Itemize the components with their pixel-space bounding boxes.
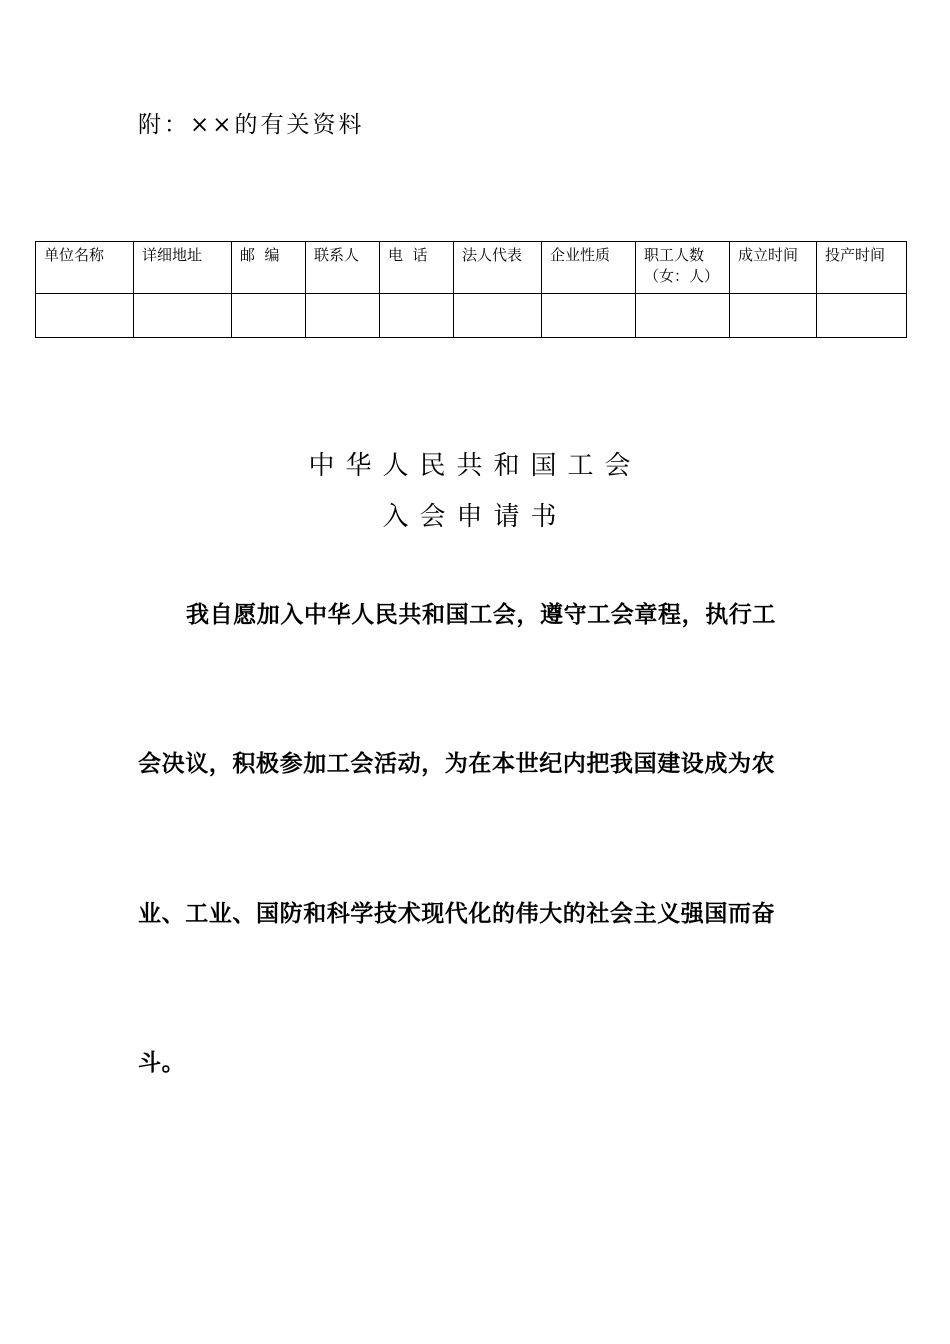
table-cell[interactable] (636, 294, 730, 338)
body-line-4: 斗。 (138, 1049, 186, 1076)
table-row (36, 294, 907, 338)
document-title: 中华人民共和国工会 (308, 451, 642, 481)
column-header-founded-date: 成立时间 (730, 242, 817, 294)
body-line-1: 我自愿加入中华人民共和国工会，遵守工会章程，执行工 (186, 601, 776, 628)
document-subtitle: 入会申请书 (382, 502, 568, 532)
column-header-enterprise-type: 企业性质 (542, 242, 636, 294)
column-header-employee-count: 职工人数（女：人） (636, 242, 730, 294)
column-header-legal-rep: 法人代表 (454, 242, 542, 294)
column-header-contact: 联系人 (306, 242, 380, 294)
body-line-3: 业、工业、国防和科学技术现代化的伟大的社会主义强国而奋 (138, 900, 776, 927)
column-header-phone: 电 话 (380, 242, 454, 294)
table-cell[interactable] (380, 294, 454, 338)
table-cell[interactable] (454, 294, 542, 338)
table-cell[interactable] (306, 294, 380, 338)
body-line-2: 会决议，积极参加工会活动，为在本世纪内把我国建设成为农 (138, 750, 776, 777)
appendix-heading: 附：××的有关资料 (138, 112, 365, 138)
table-cell[interactable] (36, 294, 134, 338)
table-cell[interactable] (134, 294, 232, 338)
table-cell[interactable] (817, 294, 907, 338)
column-header-postcode: 邮 编 (232, 242, 306, 294)
table-cell[interactable] (730, 294, 817, 338)
column-header-address: 详细地址 (134, 242, 232, 294)
company-info-table (35, 241, 907, 338)
table-cell[interactable] (232, 294, 306, 338)
table-header-row (36, 242, 907, 294)
column-header-unit-name: 单位名称 (36, 242, 134, 294)
column-header-production-date: 投产时间 (817, 242, 907, 294)
table-cell[interactable] (542, 294, 636, 338)
